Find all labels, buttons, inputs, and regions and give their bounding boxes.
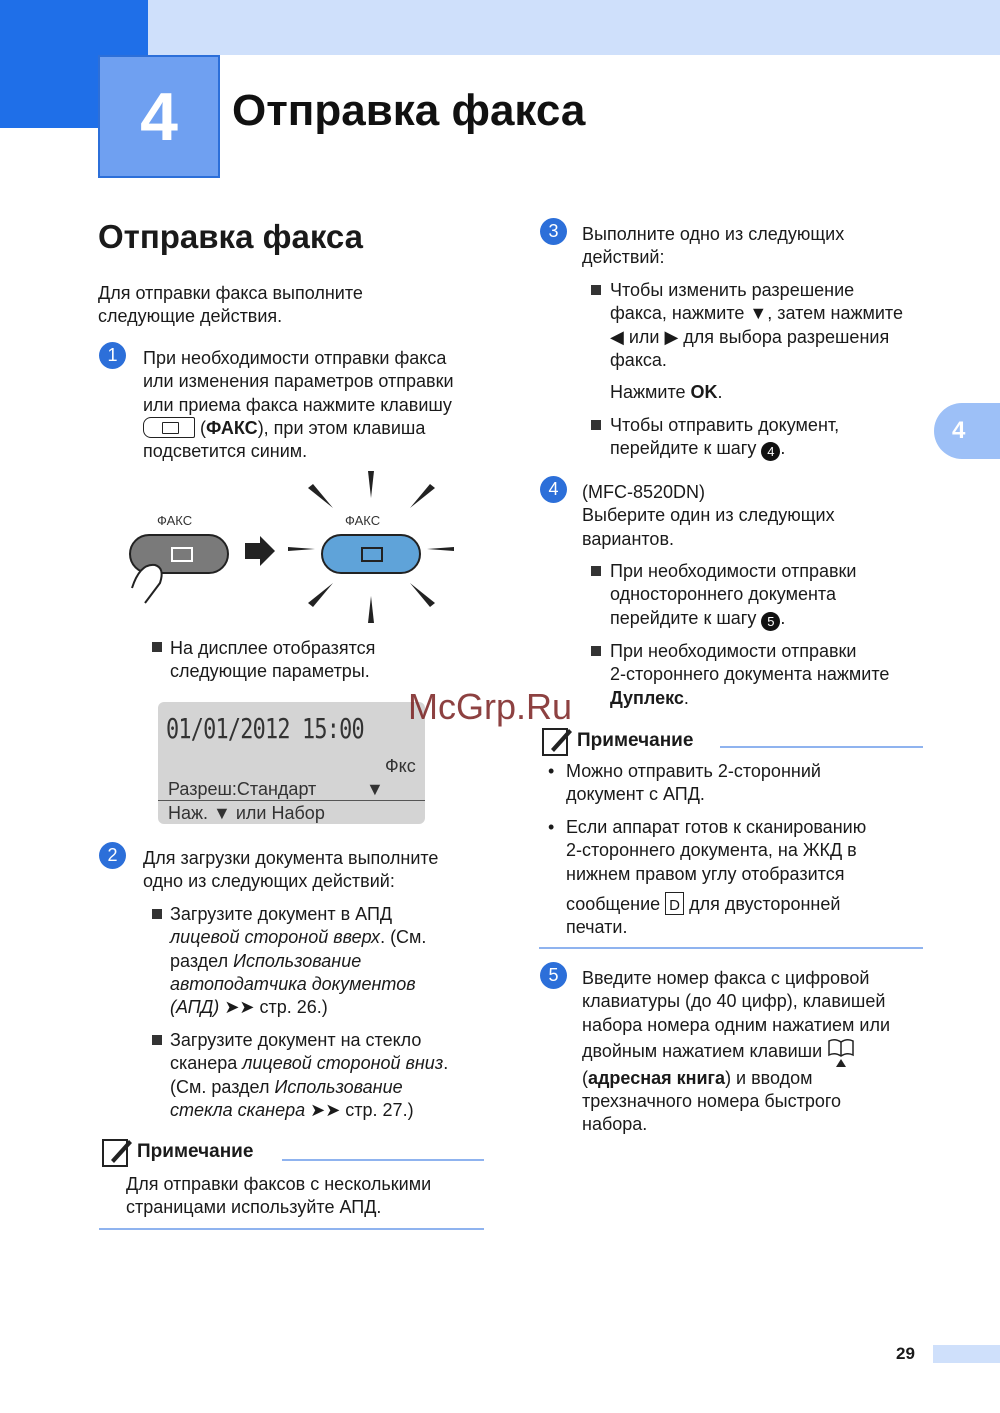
fax-key-icon [143,417,195,438]
step-3-badge: 3 [540,218,567,245]
note-2-item-2: Если аппарат готов к сканированию 2-стороннего документа, на ЖКД в нижнем правом углу отобразится сообщение D для двусторонней печати. [566,816,866,939]
chapter-side-tab: 4 [934,403,1000,459]
step-4-badge: 4 [540,476,567,503]
note-1-bottom-line [99,1228,484,1230]
step-1-text: При необходимости отправки факса или изменения параметров отправки или приема факса нажмите клавишу (ФАКС), при этом клавиша подсветится синим. [143,348,454,462]
note-2-line [720,746,923,748]
step-3-text: Выполните одно из следующих действий: [582,224,845,268]
note-1-header: Примечание [101,1136,253,1168]
duplex-icon [665,892,684,915]
bullet [591,420,601,430]
fax-label-left: ФАКС [157,513,193,528]
note-2-bottom-line [539,947,923,949]
lcd-display [158,702,425,824]
step-5-badge: 5 [540,962,567,989]
step-3-bullet-1: Чтобы изменить разрешение факса, нажмите ▼, затем нажмите ◀ или ▶ для выбора разрешения факса. Нажмите OK. [610,280,903,403]
step-3-bullet-2: Чтобы отправить документ, перейдите к шагу 4 . [610,414,839,461]
bullet [152,1035,162,1045]
step-4-bullet-1: При необходимости отправки одностороннего документа перейдите к шагу 5 . [610,560,856,631]
step-4-bullet-2: При необходимости отправки 2-стороннего документа нажмите Дуплекс. [610,641,890,708]
finger-icon [132,565,162,603]
bullet [591,646,601,656]
lcd-time: 01/01/2012 15:00 [166,712,364,745]
header-band-light [148,0,1000,55]
lcd-arrow-icon: ▼ [366,779,384,799]
note-2-bullet-dot: • [548,761,555,781]
step-ref-4: 4 [761,442,780,461]
note-2-header: Примечание [541,725,693,757]
note-2-bullet-dot: • [548,817,555,837]
step-2-badge: 2 [99,842,126,869]
step-5-text: Введите номер факса с цифровой клавиатуры (до 40 цифр), клавишей набора номера одним нажатием или двойным нажатием клавиши (адресная книга) и вводом трехзначного номера быстрого набора. [582,968,891,1135]
note-1-line [282,1159,484,1161]
step-ref-5: 5 [761,612,780,631]
step-4-text: (MFC-8520DN) Выберите один из следующих вариантов. [582,482,835,549]
lcd-resolution: Разреш:Стандарт [168,779,317,799]
chapter-number-box [98,55,220,178]
address-book-icon [827,1037,855,1067]
bullet [591,285,601,295]
watermark: McGrp.Ru [408,686,573,727]
note-2-item-1: Можно отправить 2-сторонний документ с АПД. [566,761,821,805]
note-pencil-icon [541,725,573,757]
bullet [591,566,601,576]
note-1-text: Для отправки факсов с несколькими страницами используйте АПД. [126,1174,432,1218]
chapter-title: Отправка факса [232,86,586,135]
intro-text: Для отправки факса выполните следующие действия. [98,283,363,327]
lcd-separator [158,800,425,801]
step-1-badge: 1 [99,342,126,369]
step-2-text: Для загрузки документа выполните одно из следующих действий: [143,848,439,892]
lcd-hint: Наж. ▼ или Набор [168,803,325,823]
page-number: 29 [896,1344,915,1363]
footer-band [933,1345,1000,1363]
step-2-bullet-1: Загрузите документ в АПД лицевой стороной вверх. (См. раздел Использование автоподатчика документов (АПД) ➤➤ стр. 26.) [170,904,427,1018]
chapter-number: 4 [140,78,178,155]
note-pencil-icon [101,1136,133,1168]
section-title: Отправка факса [98,218,364,255]
arrow-right-icon [245,536,275,566]
display-bullet-text: На дисплее отобразятся следующие параметры. [170,638,376,682]
fax-button-illustration [120,468,460,628]
bullet [152,642,162,652]
bullet [152,909,162,919]
step-2-bullet-2: Загрузите документ на стекло сканера лицевой стороной вниз. (См. раздел Использование стекла сканера ➤➤ стр. 27.) [170,1030,449,1120]
fax-label-right: ФАКС [345,513,381,528]
lcd-mode: Фкс [385,756,416,776]
